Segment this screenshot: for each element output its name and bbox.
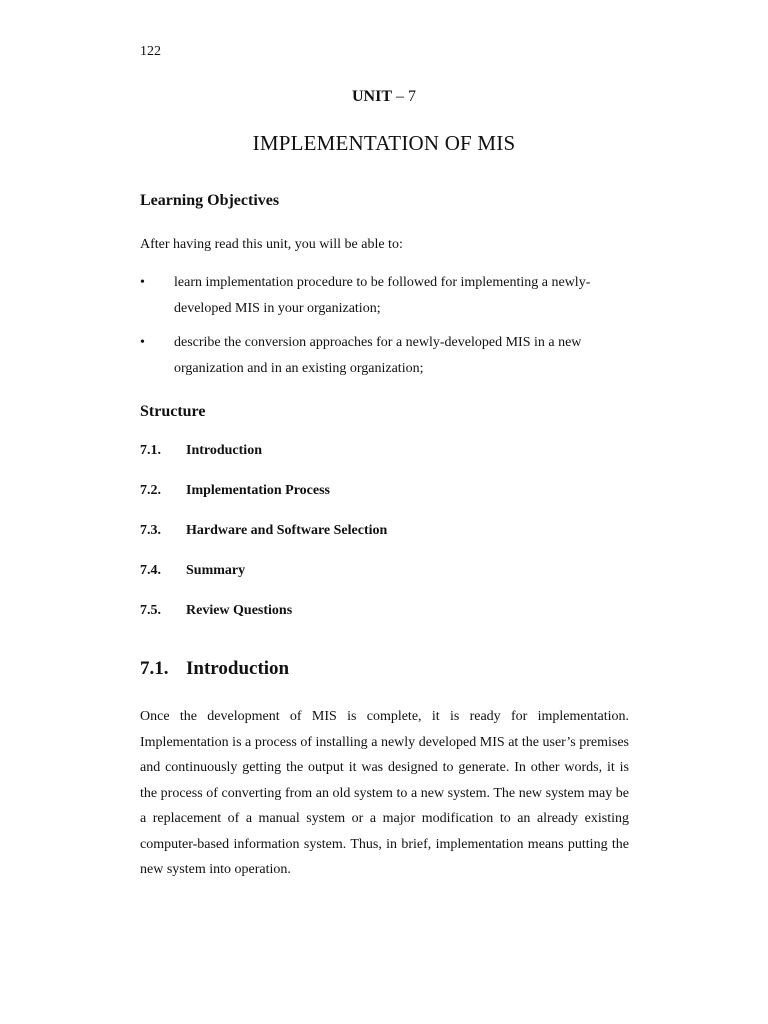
unit-label: UNIT — [351, 88, 392, 105]
learning-objectives-heading: Learning Objectives — [140, 192, 280, 209]
unit-number: – 7 — [392, 88, 416, 105]
bullet-icon: • — [140, 275, 145, 290]
toc-label: Implementation Process — [186, 483, 330, 498]
page-title: IMPLEMENTATION OF MIS — [252, 131, 516, 155]
section-number: 7.1. — [140, 658, 169, 679]
objectives-intro: After having read this unit, you will be able to: — [140, 237, 403, 252]
list-item — [140, 563, 387, 603]
list-item — [140, 330, 640, 382]
list-item — [140, 270, 640, 322]
toc-label: Summary — [186, 563, 246, 578]
intro-paragraph: Once the development of MIS is complete, it is ready for implementation. Implementation is a process of installing a newly developed MIS at the user’s premises and continuously getting the output it was designed to generate. In other words, it is the process of converting from an old system to a new system. The new system may be a replacement of a manual system or a major modification to an already existing computer-based information system. Thus, in brief, implementation means putting the new system into operation. — [140, 709, 629, 877]
toc-number: 7.3. — [140, 523, 161, 538]
section-title: Introduction — [186, 658, 290, 679]
structure-list — [140, 443, 387, 643]
structure-heading: Structure — [140, 403, 206, 420]
toc-label: Review Questions — [186, 603, 293, 618]
toc-number: 7.5. — [140, 603, 161, 618]
bullet-icon: • — [140, 335, 145, 350]
toc-number: 7.4. — [140, 563, 161, 578]
objective-text: learn implementation procedure to be followed for implementing a newly-developed MIS in your organization; — [174, 275, 591, 316]
toc-label: Hardware and Software Selection — [186, 523, 388, 538]
list-item — [140, 443, 387, 483]
objective-text: describe the conversion approaches for a newly-developed MIS in a new organization and in an existing organization; — [174, 335, 582, 376]
list-item — [140, 603, 387, 643]
toc-number: 7.2. — [140, 483, 161, 498]
list-item — [140, 483, 387, 523]
toc-number: 7.1. — [140, 443, 161, 458]
unit-heading — [0, 88, 768, 106]
section-heading — [140, 658, 289, 680]
objectives-list — [140, 270, 640, 390]
list-item — [140, 523, 387, 563]
page-number: 122 — [140, 44, 161, 59]
toc-label: Introduction — [186, 443, 262, 458]
